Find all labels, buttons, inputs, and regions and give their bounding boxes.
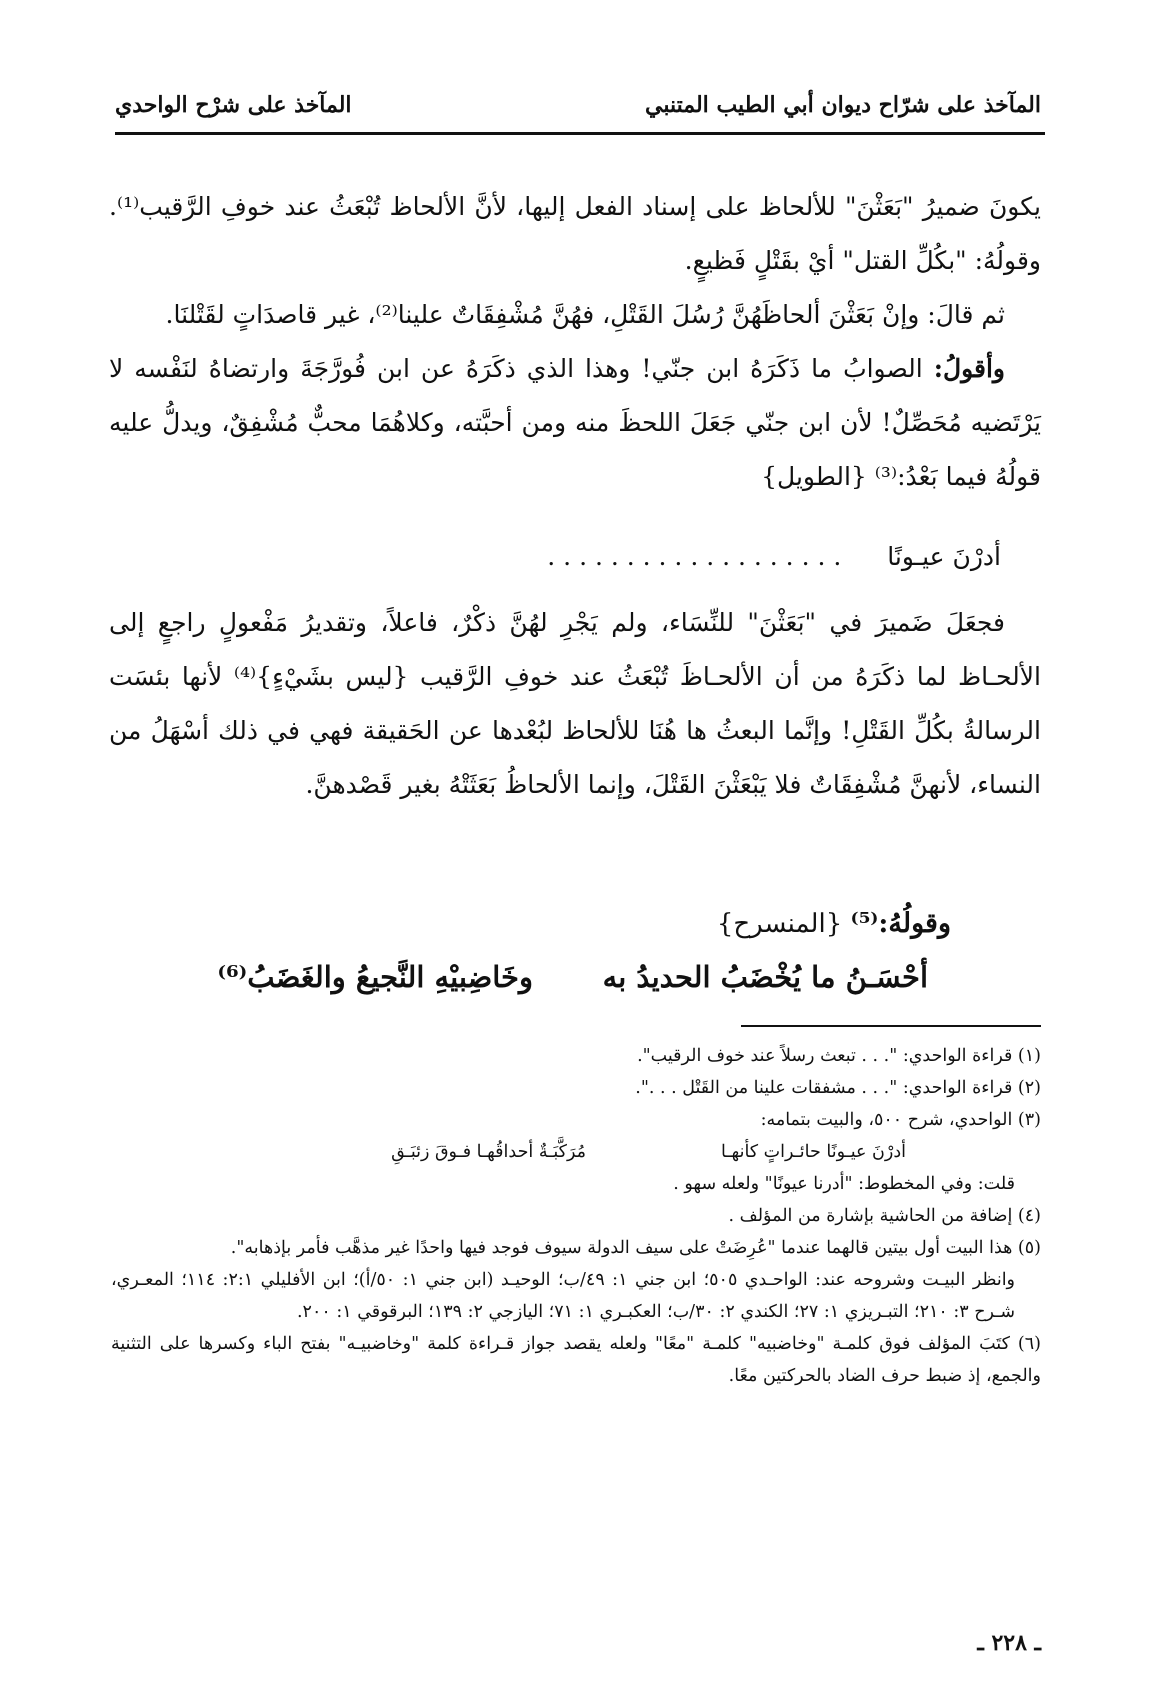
paragraph-3-text: الصوابُ ما ذَكَرَهُ ابن جنّي! وهذا الذي ذكَرَهُ عن ابن فُورَّجَةَ وارتضاهُ لنَفْسه لا يَرْتَضيه مُحَصِّلٌ! لأن ابن جنّي جَعَلَ اللحظَ منه ومن أحبَّته، وكلاهُمَا محبٌّ مُشْفِقٌ، ويدلُّ عليه قولُهُ فيما بَعْدُ:⁽³⁾	[109, 354, 1041, 491]
footnote-3-verse-first: أدرْنَ عيـونًا حائـراتٍ كأنهـا	[721, 1142, 906, 1162]
footnote-2: (٢) قراءة الواحدي: ". . . مشفقات علينا من القَتْل . . .".	[635, 1078, 1041, 1098]
footnote-3: (٣) الواحدي، شرح ٥٠٠، والبيت بتمامه:	[760, 1110, 1041, 1130]
page-number: ـ ٢٢٨ ـ	[977, 1630, 1041, 1656]
header-book-title: المآخذ على شرّاح ديوان أبي الطيب المتنبي	[645, 92, 1041, 118]
paragraph-3	[109, 342, 1041, 504]
footnote-divider	[741, 1025, 1041, 1027]
verse-first-hemistich: أحْسَـنُ ما يُخْضَبُ الحديدُ به	[602, 960, 928, 994]
footnote-5: (٥) هذا البيت أول بيتين قالهما عندما "عُرِضَتْ على سيف الدولة سيوف فوجد فيها واحدًا غير مذهَّب فأمر بإذهابه".	[230, 1238, 1041, 1258]
running-header	[0, 92, 1156, 122]
footnote-3-verse	[111, 1136, 1041, 1168]
quoted-verse-ellipsis: . . . . . . . . . . . . . . . . . . .	[547, 542, 842, 571]
footnote-3-verse-second: مُرَكَّبَـةٌ أحداقُهـا فـوقَ زئبَـقِ	[391, 1142, 586, 1162]
quoted-verse-text: أدرْنَ عيـونًا	[887, 542, 1001, 571]
quoted-verse-short	[547, 542, 1001, 571]
verse-second-hemistich: وخَاضِبيْهِ النَّجيعُ والغَضَبُ⁽⁶⁾	[217, 960, 533, 994]
footnote-3-note: قلت: وفي المخطوط: "أدرنا عيونًا" ولعله سهو .	[673, 1174, 1015, 1194]
main-verse	[217, 960, 928, 1010]
footnote-4: (٤) إضافة من الحاشية بإشارة من المؤلف .	[728, 1206, 1041, 1226]
meter-label-tawil: {الطويل}	[761, 462, 867, 491]
paragraph-3-lead: وأقولُ:	[933, 354, 1005, 383]
main-text	[109, 180, 1041, 504]
footnote-6: (٦) كتَبَ المؤلف فوق كلمـة "وخاضبيه" كلمـة "معًا" ولعله يقصد جواز قـراءة كلمة "وخاضبيـه" بفتح الباء وكسرها على التثنية والجمع، إذ ضبط حرف الضاد بالحركتين معًا.	[111, 1334, 1041, 1386]
header-divider	[115, 132, 1045, 135]
header-chapter-title: المآخذ على شرْح الواحدي	[115, 92, 352, 118]
verse-intro	[717, 908, 951, 939]
verse-intro-lead: وقولُهُ:⁽⁵⁾	[850, 908, 951, 939]
paragraph-4: فجعَلَ ضَميرَ في "بَعَثْنَ" للنِّسَاء، ولم يَجْرِ لهُنَّ ذكْرٌ، فاعلاً، وتقديرُ مَفْعولٍ راجعٍ إلى الألحـاظ لما ذكَرَهُ من أن الألحـاظَ تُبْعَثُ عند خوفِ الرَّقيب {ليس بشَيْءٍ}⁽⁴⁾ لأنها بئسَت الرسالةُ بكُلِّ القَتْلِ! وإنَّما البعثُ ها هُنَا للألحاظ لبُعْدها عن الحَقيقة فهي في ذلك أسْهَلُ من النساء، لأنهنَّ مُشْفِقَاتٌ فلا يَبْعَثْنَ القَتْلَ، وإنما الألحاظُ بَعَثَتْهُ بغير قَصْدهنَّ.	[109, 608, 1042, 799]
main-text-continued	[109, 596, 1041, 812]
footnote-1: (١) قراءة الواحدي: ". . . تبعث رسلاً عند خوف الرقيب".	[637, 1046, 1041, 1066]
paragraph-2: ثم قالَ: وإنْ بَعَثْنَ ألحاظَهُنَّ رُسُلَ القَتْلِ، فهُنَّ مُشْفِقَاتٌ علينا⁽²⁾، غير قاصدَاتٍ لقَتْلنَا.	[165, 300, 1005, 329]
footnote-5-sources: وانظر البيـت وشروحه عند: الواحـدي ٥٠٥؛ ابن جني ١: ٤٩/ب؛ الوحيـد (ابن جني ١: ٥٠/أ)؛ ابن الأفليلي ٢:١: ١١٤؛ المعـري، شـرح ٣: ٢١٠؛ التبـريزي ١: ٢٧؛ الكندي ٢: ٣٠/ب؛ العكبـري ١: ٧١؛ اليازجي ٢: ١٣٩؛ البرقوقي ١: ٢٠٠.	[111, 1270, 1016, 1322]
footnotes	[111, 1040, 1041, 1392]
meter-label-munsarih: {المنسرح}	[716, 909, 843, 939]
paragraph-1: يكونَ ضميرُ "بَعَثْنَ" للألحاظ على إسناد الفعل إليها، لأنَّ الألحاظ تُبْعَثُ عند خوفِ الرَّقيب⁽¹⁾. وقولُهُ: "بكُلِّ القتل" أيْ بقَتْلٍ فَظيعٍ.	[109, 192, 1041, 275]
